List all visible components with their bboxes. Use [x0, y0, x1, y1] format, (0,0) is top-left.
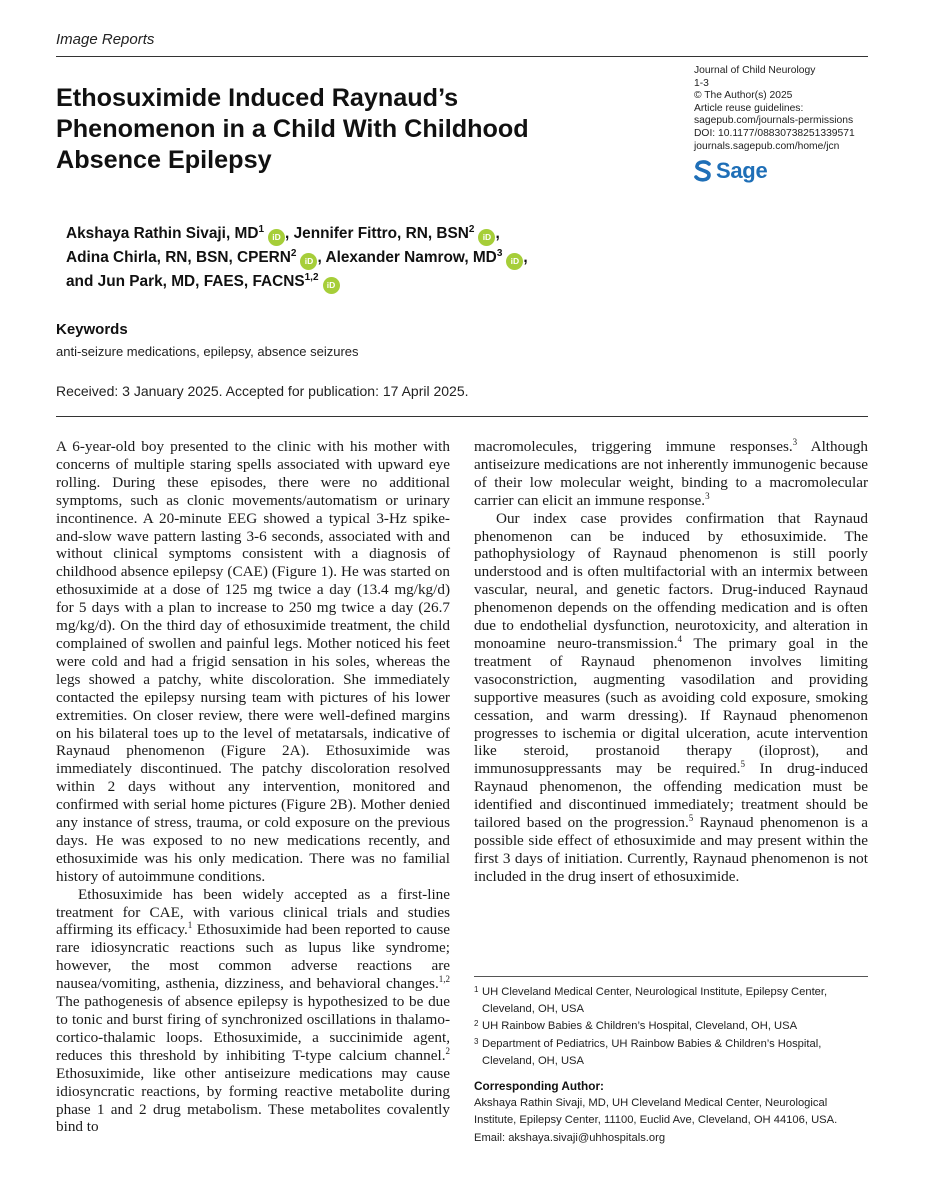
title-line: Absence Epilepsy	[56, 146, 272, 174]
title-line: Phenomenon in a Child With Childhood	[56, 115, 529, 143]
citation-sup[interactable]: 4	[677, 633, 683, 644]
paragraph-text: Raynaud phenomenon is a possible side effect of ethosuximide and may present within the first 3 days of initiation. Currently, Raynaud phenomenon is not included in the drug insert of ethosuximide.	[474, 814, 868, 885]
orcid-icon[interactable]: iD	[506, 253, 523, 270]
affiliation	[474, 984, 868, 1018]
keywords-list: anti-seizure medications, epilepsy, absence seizures	[56, 344, 359, 359]
author-name: Jennifer Fittro, RN, BSN	[293, 225, 469, 242]
author-affiliation-sup: 2	[468, 223, 475, 235]
author-name: Akshaya Rathin Sivaji, MD	[66, 225, 259, 242]
author-separator: ,	[495, 225, 500, 242]
author-affiliation-sup: 1	[258, 223, 265, 235]
author-name: Adina Chirla, RN, BSN, CPERN	[66, 249, 291, 266]
affiliation-text: UH Rainbow Babies & Children’s Hospital, Cleveland, OH, USA	[482, 1020, 798, 1033]
body-divider	[56, 416, 868, 417]
journal-pages: 1-3	[694, 77, 709, 89]
orcid-icon[interactable]: iD	[300, 253, 317, 270]
author-affiliation-sup: 2	[290, 247, 297, 259]
paragraph-text: The pathogenesis of absence epilepsy is hypothesized to be due to tonic and burst firing of synchronized oscillations in thalamo-cortico-thalamic loops. Ethosuximide, a succinimide agent, reduces this threshold by inhibiting T-type calcium channel.	[56, 993, 450, 1064]
author-list	[66, 222, 826, 294]
affiliations	[474, 984, 868, 1070]
keywords-heading: Keywords	[56, 321, 128, 338]
author-separator: ,	[285, 225, 290, 242]
author-name: and Jun Park, MD, FAES, FACNS	[66, 273, 305, 290]
author-name: Alexander Namrow, MD	[325, 249, 497, 266]
affiliation-text: Department of Pediatrics, UH Rainbow Babies & Children’s Hospital, Cleveland, OH, USA	[482, 1037, 822, 1067]
reuse-guidelines-label: Article reuse guidelines:	[694, 102, 804, 114]
corresponding-email[interactable]: Email: akshaya.sivaji@uhhospitals.org	[474, 1131, 666, 1144]
affiliation-number: 3	[474, 1036, 479, 1046]
author-line	[66, 246, 826, 270]
citation-sup[interactable]: 3	[705, 490, 710, 501]
paragraph-text: Our index case provides confirmation that Raynaud phenomenon can be induced by ethosuximide. The pathophysiology of Raynaud phenomenon is still poorly understood and is often multifactorial with an intermix between vascular, neural, and genetic factors. Drug-induced Raynaud phenomenon depends on the offending medication and is often due to endothelial dysfunction, neurotoxicity, and alteration in monoamine neuro-transmission.	[474, 509, 868, 652]
affiliation-number: 1	[474, 985, 479, 994]
paragraph-text: The primary goal in the treatment of Raynaud phenomenon involves limiting vasoconstriction, augmenting vasodilation and providing supportive measures (such as avoiding cold exposure, smoking cessation, and warm dressing). If Raynaud phenomenon progresses to ischemia or digital ulceration, acute intervention like steroid, prostanoid therapy (iloprost), and immunosuppressants may be required.	[474, 634, 868, 778]
paragraph-text: Ethosuximide had been reported to cause rare idiosyncratic reactions such as lupus like syndrome; however, the most common adverse reactions are nausea/vomiting, asthenia, dizziness, and behavioral changes.	[56, 921, 451, 993]
corresponding-author	[474, 1078, 868, 1147]
author-affiliation-sup: 3	[496, 247, 503, 259]
paragraph-text: Although antiseizure medications are not inherently immunogenic because of their low molecular weight, binding to a macromolecular carrier can elicit an immune response.	[474, 438, 868, 509]
corresponding-address: Akshaya Rathin Sivaji, MD, UH Cleveland Medical Center, Neurological Institute, Epilepsy Center, 11100, Euclid Ave, Cleveland, OH 44106, USA.	[474, 1097, 838, 1127]
doi-link[interactable]: DOI: 10.1177/08830738251339571	[694, 127, 855, 139]
body-paragraph	[474, 510, 868, 886]
affiliation	[474, 1018, 868, 1035]
corresponding-heading: Corresponding Author:	[474, 1079, 604, 1093]
sage-s-icon	[694, 160, 712, 182]
citation-sup[interactable]: 5	[688, 812, 694, 823]
paragraph-text: Ethosuximide has been widely accepted as a first-line treatment for CAE, with various clinical trials and studies affirming its efficacy.	[56, 885, 450, 939]
author-separator: ,	[523, 249, 528, 266]
body-paragraph	[56, 886, 450, 1137]
sage-logo	[694, 159, 767, 183]
affiliation	[474, 1036, 868, 1070]
author-line	[66, 222, 826, 246]
orcid-icon[interactable]: iD	[323, 277, 340, 294]
paragraph-text: A 6-year-old boy presented to the clinic with his mother with concerns of multiple staring spells associated with upward eye rolling. During these episodes, there were no additional symptoms, such as clonic movements/automatism or urinary incontinence. A 20-minute EEG showed a typical 3-Hz spike-and-slow wave pattern lasting 3-6 seconds, associated with and without clinical symptoms consistent with a diagnosis of childhood absence epilepsy (CAE) (Figure 1). He was started on ethosuximide at a dose of 125 mg twice a day (13.4 mg/kg/d) for 5 days with a plan to increase to 250 mg twice a day (26.7 mg/kg/d). On the third day of ethosuximide treatment, the child complained of swollen and painful legs. Mother noticed his feet were cold and had a frigid sensation in his soles, whereas the legs showed a patchy, white discoloration. She immediately contacted the epilepsy nursing team with pictures of his lower extremities. On closer review, there were well-defined margins on his bilateral toes up to the level of metatarsals, indicative of Raynaud phenomenon (Figure 2A). Ethosuximide was immediately discontinued. The patchy discoloration resolved within 2 days without any intervention, monitored and confirmed with serial home pictures (Figure 2B). Mother denied any instance of stress, trauma, or cold exposure on the previous days. He was exposed to no new medications recently, and ethosuximide was his only medication. There was no familial history of autoimmune conditions.	[56, 438, 450, 885]
journal-info	[694, 65, 894, 153]
author-line	[66, 270, 826, 294]
article-title	[56, 83, 676, 176]
title-line: Ethosuximide Induced Raynaud’s	[56, 84, 459, 112]
orcid-icon[interactable]: iD	[268, 229, 285, 246]
citation-sup[interactable]: 5	[740, 759, 745, 770]
orcid-icon[interactable]: iD	[478, 229, 495, 246]
paragraph-text: In drug-induced Raynaud phenomenon, the offending medication must be identified and discontinued immediately; treatment should be tailored based on the progression.	[474, 760, 868, 832]
journal-name: Journal of Child Neurology	[694, 65, 816, 76]
body-column-left	[56, 438, 450, 1136]
body-paragraph	[56, 438, 450, 886]
copyright: © The Author(s) 2025	[694, 90, 793, 102]
citation-sup[interactable]: 3	[792, 436, 798, 447]
header-divider	[56, 56, 868, 57]
citation-sup[interactable]: 1,2	[438, 974, 450, 985]
section-label: Image Reports	[56, 31, 155, 48]
author-separator: ,	[317, 249, 322, 266]
author-affiliation-sup: 1,2	[304, 271, 319, 283]
received-dates: Received: 3 January 2025. Accepted for publication: 17 April 2025.	[56, 383, 469, 399]
affiliations-divider	[474, 976, 868, 977]
journal-homepage-link[interactable]: journals.sagepub.com/home/jcn	[694, 140, 840, 152]
affiliation-number: 2	[474, 1019, 479, 1029]
paragraph-text: macromolecules, triggering immune responses.	[474, 438, 793, 455]
body-paragraph	[474, 438, 868, 510]
paragraph-text: Ethosuximide, like other antiseizure medications may cause idiosyncratic reactions, by forming reactive metabolite during phase 1 and 2 drug metabolism. These metabolites covalently bind to	[56, 1064, 450, 1136]
affiliation-text: UH Cleveland Medical Center, Neurological Institute, Epilepsy Center, Cleveland, OH, USA	[482, 986, 828, 1016]
sage-wordmark: Sage	[716, 158, 768, 183]
citation-sup[interactable]: 2	[445, 1045, 450, 1056]
body-column-right	[474, 438, 868, 886]
citation-sup[interactable]: 1	[187, 920, 193, 931]
permissions-link[interactable]: sagepub.com/journals-permissions	[694, 115, 854, 127]
